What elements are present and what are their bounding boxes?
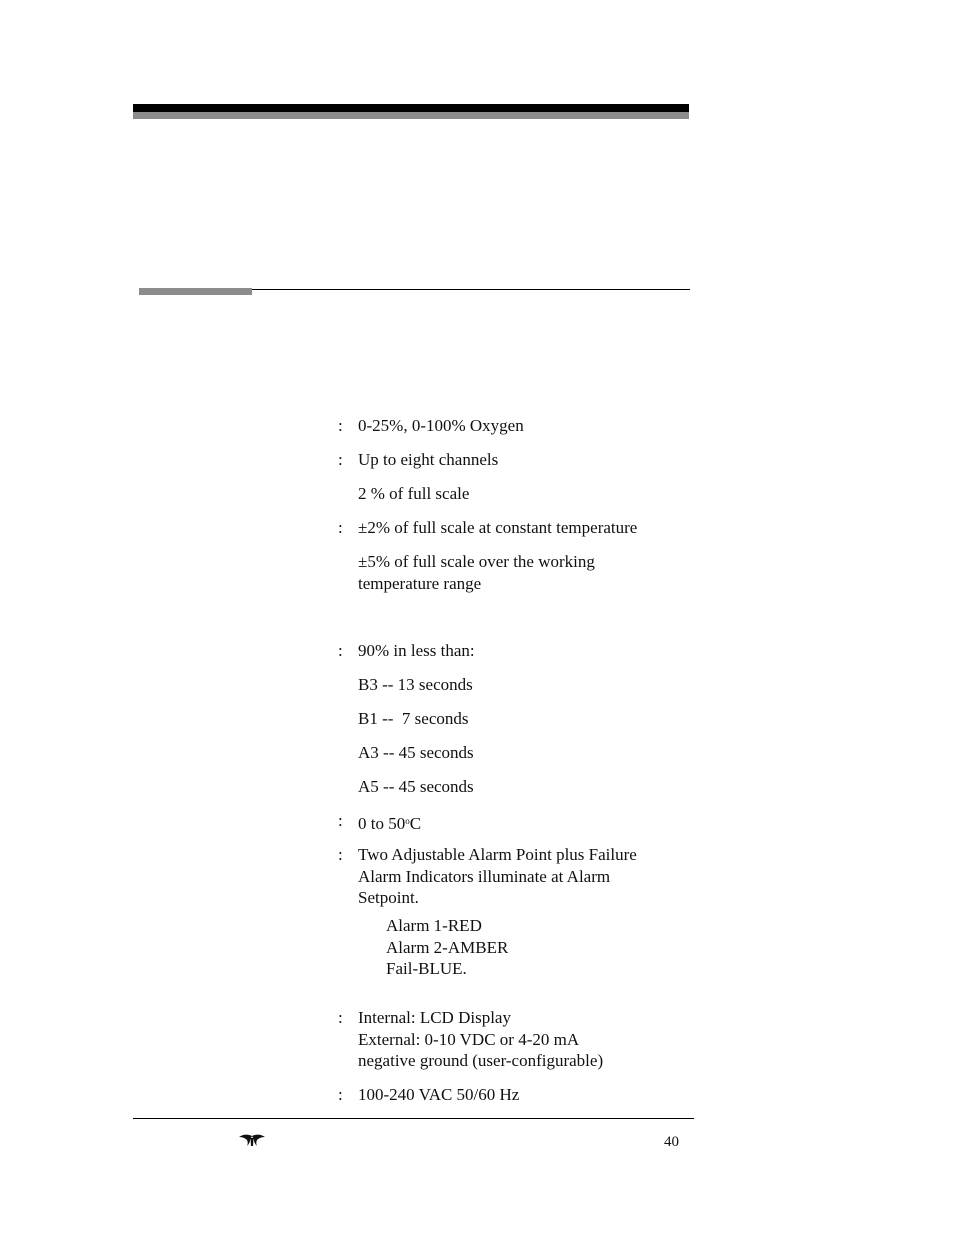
section-rule [252, 289, 690, 290]
alarm-colors-list [386, 915, 508, 980]
spec-value: B1 -- 7 seconds [358, 709, 469, 728]
header-rule-black [133, 104, 689, 112]
colon: : [338, 1085, 343, 1104]
colon: : [338, 845, 343, 864]
spec-value: 90% in less than: [358, 641, 475, 660]
colon: : [338, 450, 343, 469]
text-line: Setpoint. [358, 888, 419, 907]
teledyne-logo-icon [238, 1133, 266, 1147]
spec-value [358, 1007, 688, 1072]
alarm-1-label: Alarm 1-RED [386, 916, 482, 935]
spec-value: A3 -- 45 seconds [358, 743, 474, 762]
colon: : [338, 518, 343, 537]
spec-value: Up to eight channels [358, 450, 499, 469]
spec-value: 100-240 VAC 50/60 Hz [358, 1085, 520, 1104]
spec-value: 0-25%, 0-100% Oxygen [358, 416, 524, 435]
colon: : [338, 416, 343, 435]
text-line: ±5% of full scale over the working [358, 552, 595, 571]
temp-prefix: 0 to 50 [358, 814, 406, 833]
colon: : [338, 1008, 343, 1027]
alarm-2-label: Alarm 2-AMBER [386, 937, 509, 957]
temp-unit: C [409, 814, 422, 833]
header-rule-gray [133, 112, 689, 119]
text-line: Two Adjustable Alarm Point plus Failure [358, 845, 637, 864]
spec-value [358, 844, 688, 909]
spec-value: B3 -- 13 seconds [358, 675, 473, 694]
page-number: 40 [664, 1134, 679, 1150]
colon: : [338, 641, 343, 660]
text-line: External: 0-10 VDC or 4-20 mA [358, 1029, 580, 1049]
colon: : [338, 811, 343, 830]
footer-rule [133, 1118, 694, 1119]
text-line: negative ground (user-configurable) [358, 1051, 604, 1070]
fail-label: Fail-BLUE. [386, 959, 467, 978]
section-marker-bar [139, 288, 252, 295]
degree-sign: o [405, 816, 410, 826]
text-line: Alarm Indicators illuminate at Alarm [358, 866, 611, 886]
spec-value: 2 % of full scale [358, 484, 470, 503]
spec-value: ±2% of full scale at constant temperature [358, 518, 638, 537]
spec-value [358, 551, 688, 595]
text-line: Internal: LCD Display [358, 1008, 511, 1027]
spec-value: A5 -- 45 seconds [358, 777, 474, 796]
spec-value [358, 810, 688, 835]
text-line: temperature range [358, 574, 482, 593]
